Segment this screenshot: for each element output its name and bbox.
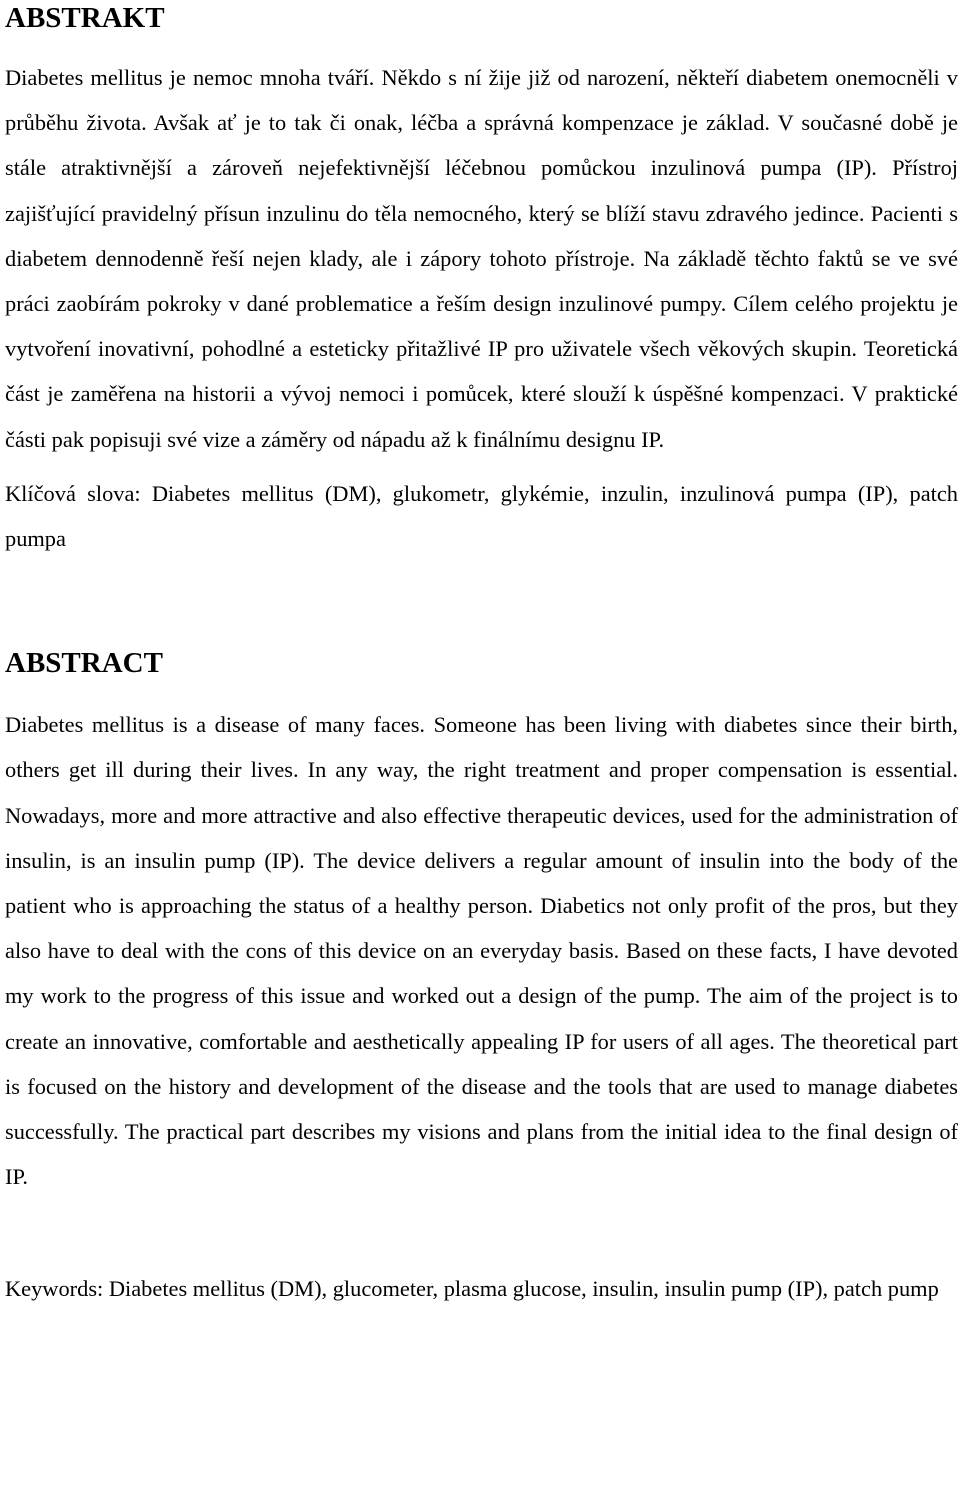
abstrakt-heading: ABSTRAKT [5, 2, 165, 34]
abstract-heading: ABSTRACT [5, 647, 163, 680]
abstrakt-body-paragraph: Diabetes mellitus je nemoc mnoha tváří. Někdo s ní žije již od narození, někteří diabetem onemocněli v průběhu života. Avšak ať je to tak či onak, léčba a správná kompenzace je základ. V současné době je stále atraktivnější a zároveň nejefektivnější léčebnou pomůckou inzulinová pumpa (IP). Přístroj zajišťující pravidelný přísun inzulinu do těla nemocného, který se blíží stavu zdravého jedince. Pacienti s diabetem dennodenně řeší nejen klady, ale i zápory tohoto přístroje. Na základě těchto faktů se ve své práci zaobírám pokroky v dané problematice a řeším design inzulinové pumpy. Cílem celého projektu je vytvoření inovativní, pohodlné a esteticky přitažlivé IP pro uživatele všech věkových skupin. Teoretická část je zaměřena na historii a vývoj nemoci i pomůcek, které slouží k úspěšné kompenzaci. V praktické části pak popisuji své vize a záměry od nápadu až k finálnímu designu IP. [5, 65, 958, 452]
abstract-body-paragraph: Diabetes mellitus is a disease of many faces. Someone has been living with diabetes since their birth, others get ill during their lives. In any way, the right treatment and proper compensation is essential. Nowadays, more and more attractive and also effective therapeutic devices, used for the administration of insulin, is an insulin pump (IP). The device delivers a regular amount of insulin into the body of the patient who is approaching the status of a healthy person. Diabetics not only profit of the pros, but they also have to deal with the cons of this device on an everyday basis. Based on these facts, I have devoted my work to the progress of this issue and worked out a design of the pump. The aim of the project is to create an innovative, comfortable and aesthetically appealing IP for users of all ages. The theoretical part is focused on the history and development of the disease and the tools that are used to manage diabetes successfully. The practical part describes my visions and plans from the initial idea to the final design of IP. [5, 712, 958, 1190]
abstract-page [5, 0, 958, 1312]
english-keywords: Keywords: Diabetes mellitus (DM), glucometer, plasma glucose, insulin, insulin pump (IP), patch pump [5, 1276, 939, 1302]
klicova-slova-keywords: Klíčová slova: Diabetes mellitus (DM), glukometr, glykémie, inzulin, inzulinová pumpa (IP), patch pumpa [5, 480, 958, 552]
